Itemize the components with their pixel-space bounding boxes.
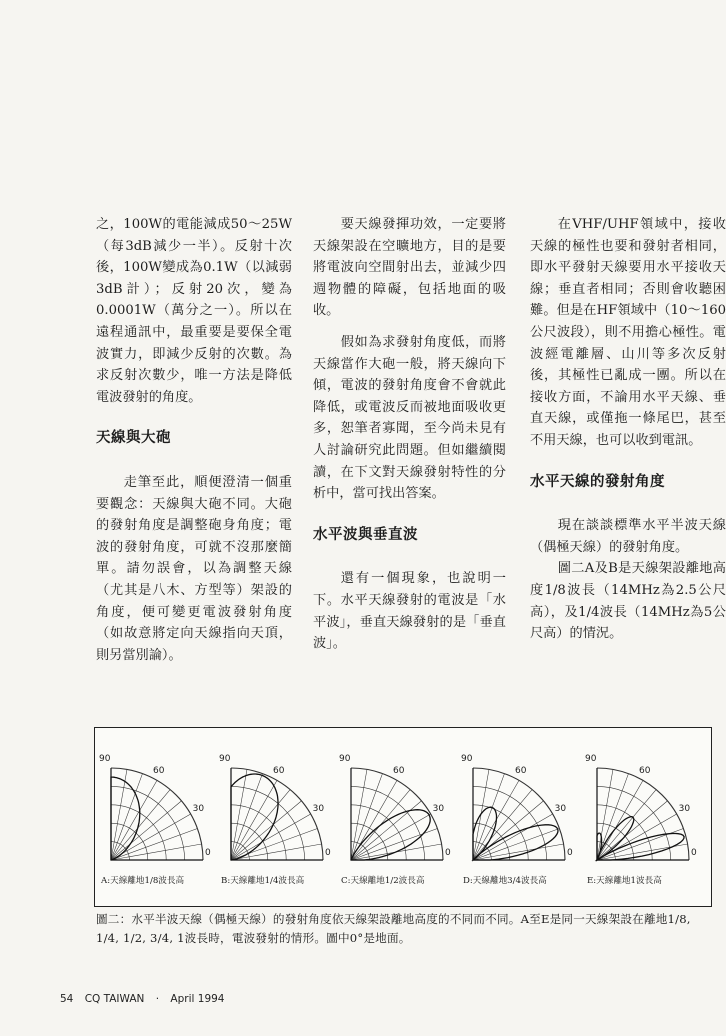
axis-label-90: 90	[219, 754, 231, 764]
page-footer	[60, 993, 232, 1005]
figure-caption: 圖二：水平半波天線（偶極天線）的發射角度依天線架設離地高度的不同而不同。A至E是同一天線架設在離地1/8, 1/4, 1/2, 3/4, 1波長時，電波發射的情形。圖中0°是地面。	[96, 912, 691, 945]
col2-paragraph-1: 要天線發揮功效，一定要將天線架設在空曠地方，目的是要將電波向空間射出去，並減少四週物體的障礙，包括地面的吸收。	[313, 217, 506, 319]
figure-2-box	[94, 727, 712, 907]
text-column-2	[313, 214, 506, 655]
panel-label-b: B:天線離地1/4波長高	[221, 876, 305, 886]
polar-plot-e	[585, 734, 707, 874]
issue-date: April 1994	[170, 993, 225, 1005]
col1-paragraph-2: 走筆至此，順便澄清一個重要觀念：天線與大砲不同。大砲的發射角度是調整砲身角度；電波的發射角度，可就不沒那麼簡單。請勿誤會，以為調整天線（尤其是八木、方型等）架設的角度，便可變更電波發射角度（如故意將定向天線指向天頂，則另當別論）。	[96, 474, 292, 663]
radiation-lobe	[473, 807, 497, 860]
text-column-3	[530, 214, 726, 645]
text-column-1	[96, 214, 292, 666]
axis-label-30: 30	[432, 804, 445, 814]
panel-label-a: A:天線離地1/8波長高	[101, 876, 185, 886]
col1-paragraph-1: 之，100W的電能減成50～25W（每3dB減少一半）。反射十次後，100W變成為0.1W（以減弱3dB計）；反射20次，變為0.0001W（萬分之一）。所以在遠程通訊中，最重要是要保全電波實力，即減少反射的次數。為求反射次數少，唯一方法是降低電波發射的角度。	[96, 217, 292, 405]
polar-plot-d	[461, 734, 583, 874]
axis-label-90: 90	[339, 754, 351, 764]
heading-horizontal-vertical-wave: 水平波與垂直波	[313, 526, 418, 543]
col3-paragraph-2: 現在談談標準水平半波天線（偶極天線）的發射角度。	[530, 518, 726, 555]
axis-label-60: 60	[393, 766, 405, 777]
footer-separator: ·	[155, 993, 160, 1005]
heading-horizontal-antenna-angle: 水平天線的發射角度	[530, 473, 665, 490]
polar-plot-c	[339, 734, 461, 874]
page-number: 54	[60, 993, 74, 1005]
axis-label-60: 60	[153, 766, 165, 777]
panel-label-d: D:天線離地3/4波長高	[463, 876, 547, 886]
axis-label-0: 0	[567, 848, 573, 858]
col2-paragraph-2: 假如為求發射角度低，而將天線當作大砲一般，將天線向下傾，電波的發射角度會不會就此降低，或電波反而被地面吸收更多，恕筆者寡聞，至今尚未見有人討論研究此問題。但如繼續閱讀，在下文對天線發射特性的分析中，當可找出答案。	[313, 334, 506, 502]
axis-label-60: 60	[515, 766, 527, 777]
polar-plot-b	[219, 734, 341, 874]
axis-label-0: 0	[691, 848, 697, 858]
axis-label-90: 90	[585, 754, 597, 764]
col2-paragraph-3: 還有一個現象，也說明一下。水平天線發射的電波是「水平波」，垂直天線發射的是「垂直波」。	[313, 571, 506, 652]
radiation-lobe	[473, 825, 558, 860]
axis-label-30: 30	[678, 804, 691, 814]
axis-label-30: 30	[312, 804, 325, 814]
col3-paragraph-1: 在VHF/UHF領域中，接收天線的極性也要和發射者相同，即水平發射天線要用水平接收天線；垂直者相同；否則會收聽困難。但是在HF領域中（10～160公尺波段），則不用擔心極性。電波經電離層、山川等多次反射後，其極性已亂成一團。所以在接收方面，不論用水平天線、垂直天線，或僅拖一條尾巴，甚至不用天線，也可以收到電訊。	[530, 217, 726, 448]
col3-paragraph-3: 圖二A及B是天線架設離地高度1/8波長（14MHz為2.5公尺高），及1/4波長（14MHz為5公尺高）的情況。	[530, 561, 726, 642]
axis-label-90: 90	[461, 754, 473, 764]
magazine-name: CQ TAIWAN	[84, 993, 145, 1005]
radiation-lobe	[351, 810, 430, 860]
axis-label-60: 60	[273, 766, 285, 777]
axis-label-0: 0	[325, 848, 331, 858]
axis-label-0: 0	[205, 848, 211, 858]
axis-label-30: 30	[554, 804, 567, 814]
axis-label-30: 30	[192, 804, 205, 814]
panel-label-e: E:天線離地1波長高	[587, 876, 662, 886]
panel-label-c: C:天線離地1/2波長高	[341, 876, 425, 886]
heading-antenna-and-cannon: 天線與大砲	[96, 430, 171, 447]
axis-label-0: 0	[445, 848, 451, 858]
axis-label-60: 60	[639, 766, 651, 777]
axis-label-90: 90	[99, 754, 111, 764]
polar-plot-a	[99, 734, 221, 874]
